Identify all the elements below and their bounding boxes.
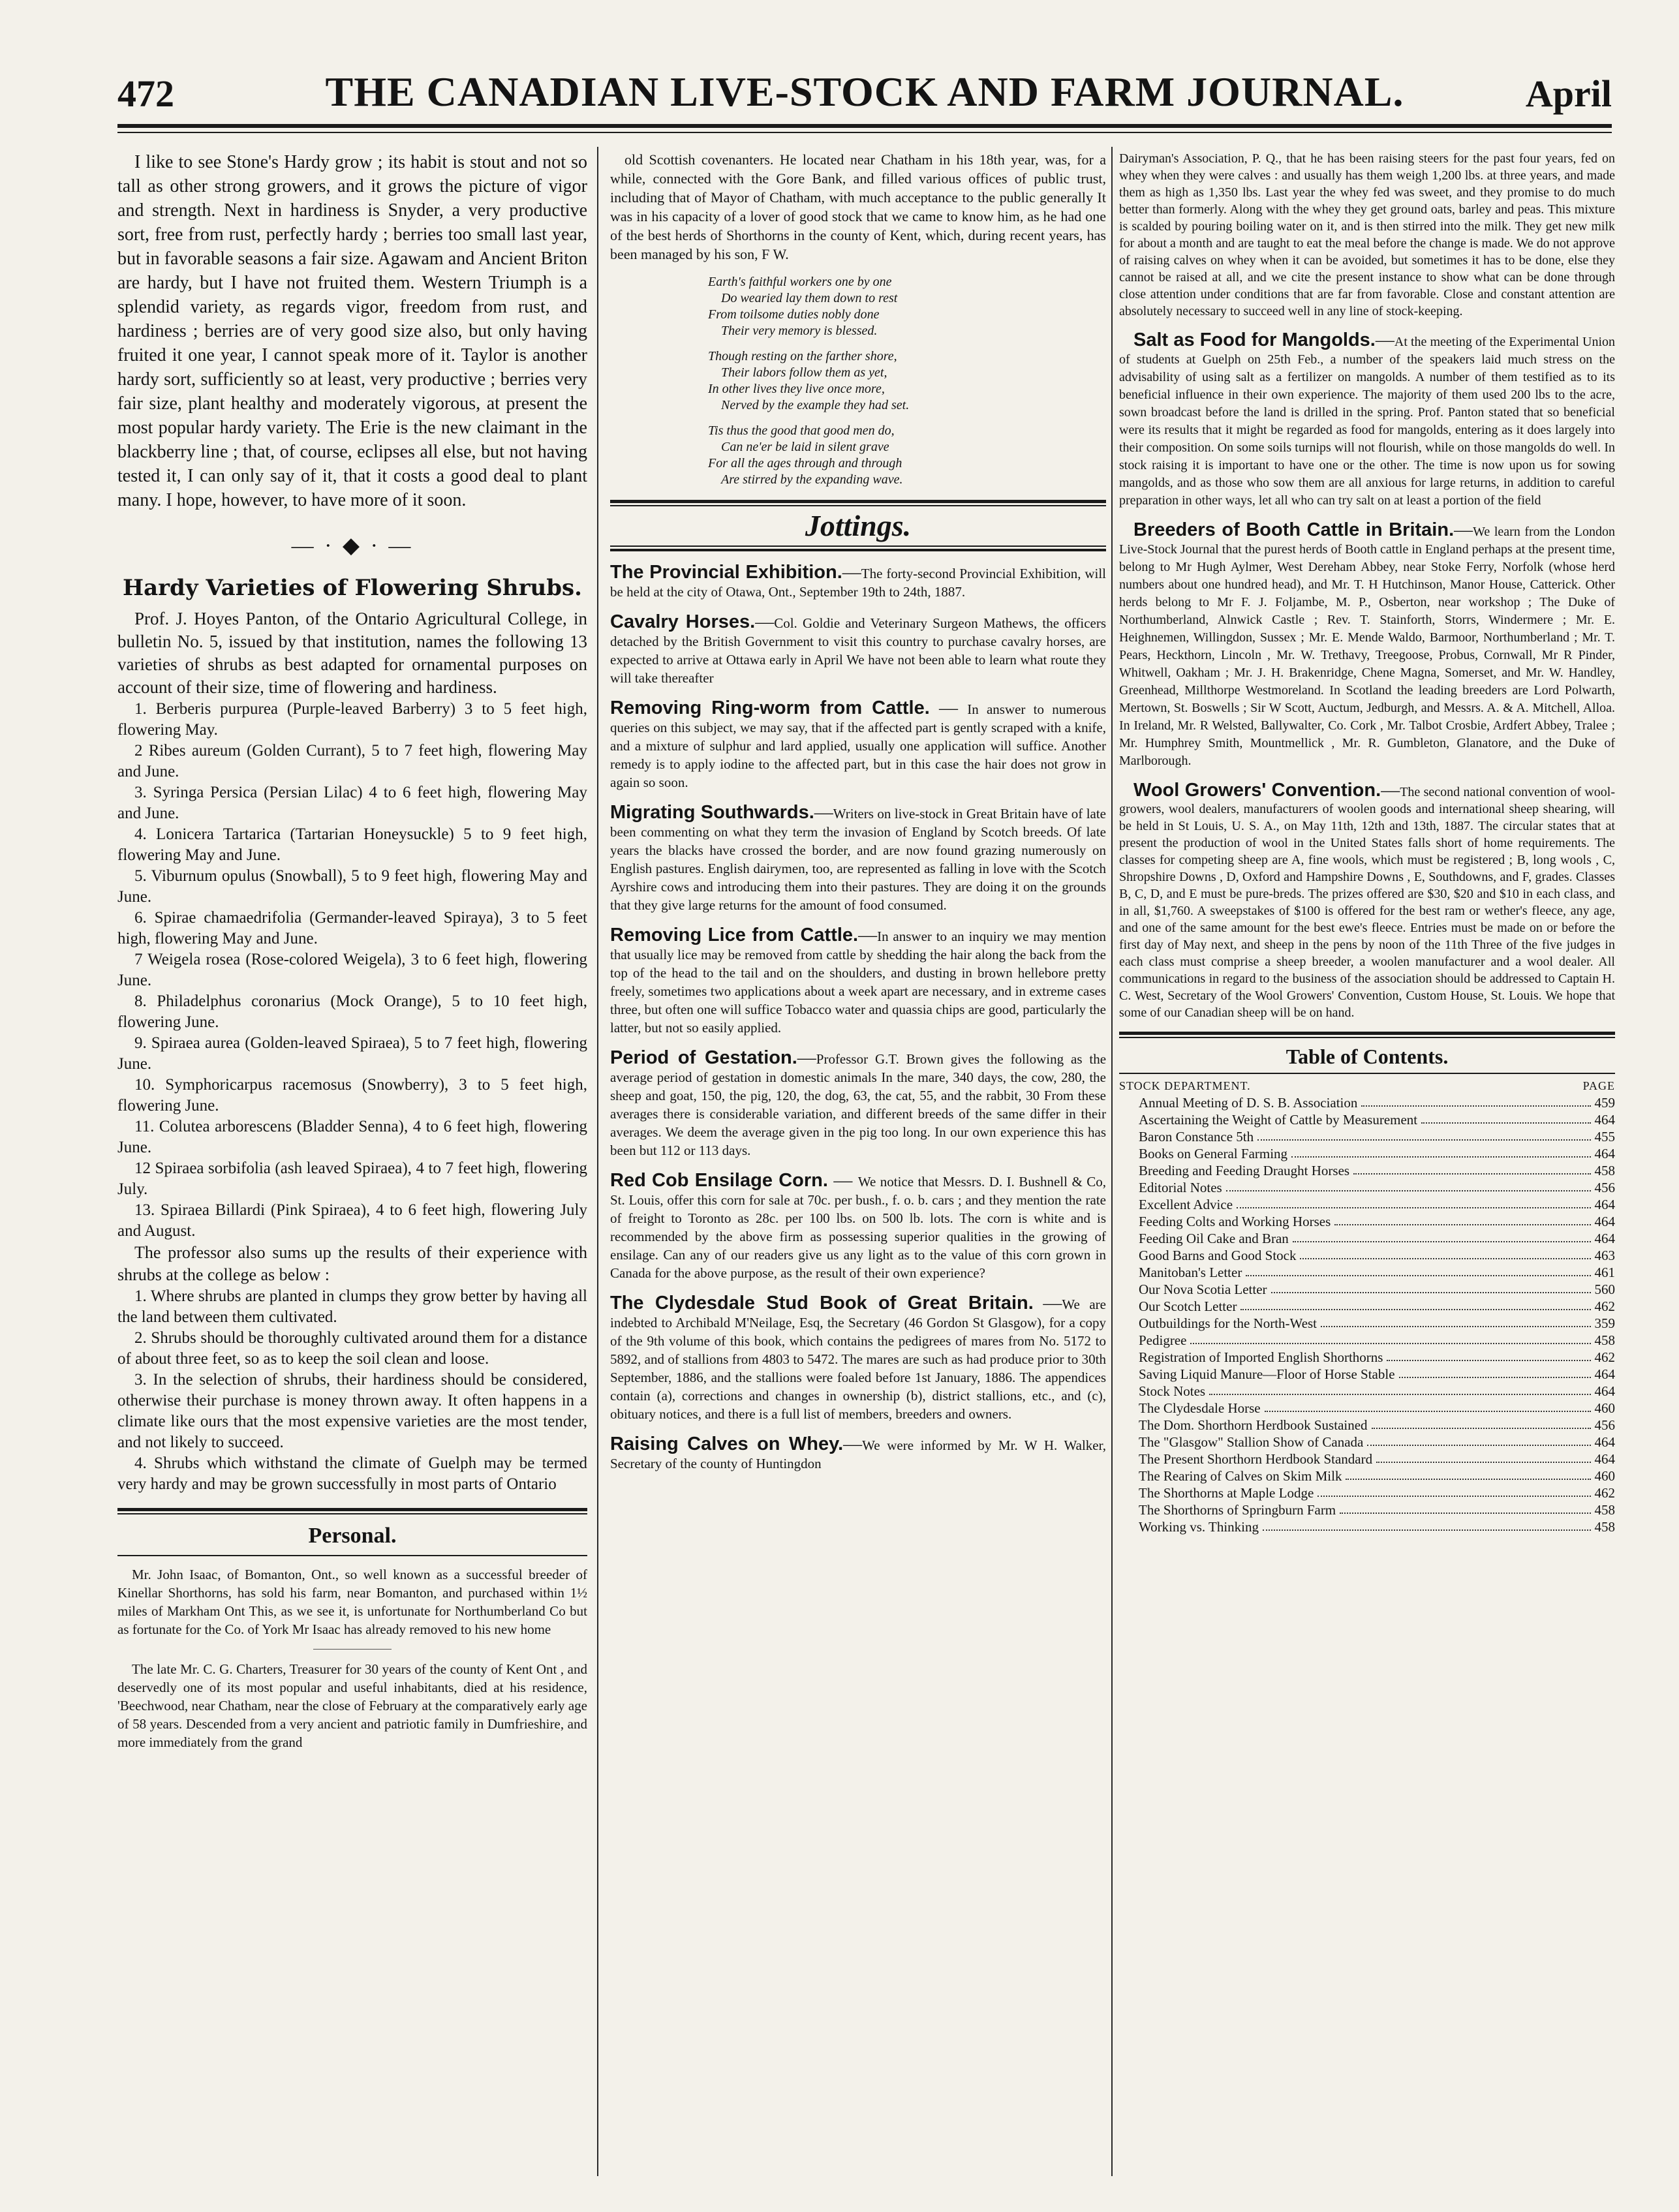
toc-entry-title: Pedigree: [1139, 1332, 1187, 1348]
toc-entry-title: The Shorthorns at Maple Lodge: [1139, 1485, 1314, 1501]
poem-line: Though resting on the farther shore,: [708, 349, 897, 363]
dot-leader: [1372, 1417, 1591, 1429]
jotting-period-of-gestation: Period of Gestation.—Professor G.T. Brown gives the following as the average period of gestation in domestic animals In the mare, 340 days, the cow, 280, the sheep and goat, 150, the pig, 120, the dog, 63, the cat, 55, and the rabbit, 30 From these averages there is considerable variation, and different breeds of the same differ in their averages. We deem the average given in the pig too long. In our own experience this has been but 112 or 113 days.: [610, 1047, 1106, 1158]
list-item: 7 Weigela rosea (Rose-colored Weigela), 3 to 6 feet high, flowering June.: [117, 951, 587, 989]
whey-article-continued: Dairyman's Association, P. Q., that he has been raising steers for the past four years, fed on whey when they were calves : and usually has them weigh 1,200 lbs. at three years, and made them as high as 1,350 lbs. Last year the whey fed was sweet, and they promise to do much better than formerly. Along with the whey they get ground oats, barley and peas. This mixture is scalded by pouring boiling water on it, and is then stirred into the milk. They get new milk for about a month and are taught to eat the meal before the change is made. We do not approve of raising calves on whey when it can be avoided, but sometimes it has to be done, else they cannot be raised at all, and we cite the present instance to show what can be done through close attention under conditions that are far from favorable. Close and constant attention are absolutely necessary to succeed well in any line of stock-keeping.: [1119, 151, 1615, 318]
poem-line: Their labors follow them as yet,: [721, 365, 887, 380]
list-item: 1. Berberis purpurea (Purple-leaved Barberry) 3 to 5 feet high, flowering May.: [117, 700, 587, 739]
toc-entry: [1139, 1230, 1615, 1247]
toc-heading: Table of Contents.: [1119, 1037, 1615, 1073]
toc-entry: [1139, 1094, 1615, 1111]
journal-title: THE CANADIAN LIVE-STOCK AND FARM JOURNAL.: [325, 69, 1404, 115]
column-divider: [597, 147, 598, 2176]
table-of-contents: [1119, 1079, 1615, 1535]
toc-entry: [1139, 1518, 1615, 1535]
toc-entry-page: 464: [1594, 1451, 1615, 1467]
memorial-poem: [708, 274, 1106, 488]
jotting-red-cob-corn: Red Cob Ensilage Corn. — We notice that Messrs. D. I. Bushnell & Co, St. Louis, offer this corn for sale at 70c. per bush., f. o. b. cars ; and they mention the rate of freight to Toronto as 28c. per 100 lbs. on 500 lb. lots. The corn is white and is recommended by the above firm as possessing superior qualities in the growing of ensilage. Can any of our readers give us any light as to the value of this corn grown in Canada for the above purpose, as the result of their own experience?: [610, 1170, 1106, 1281]
toc-entry-page: 464: [1594, 1383, 1615, 1399]
toc-entry-title: Feeding Oil Cake and Bran: [1139, 1231, 1289, 1246]
dot-leader: [1300, 1247, 1590, 1259]
toc-entry-page: 455: [1594, 1129, 1615, 1144]
poem-line: Do wearied lay them down to rest: [721, 291, 898, 305]
toc-entry-page: 464: [1594, 1146, 1615, 1161]
dot-leader: [1399, 1366, 1591, 1378]
divider: [313, 1649, 392, 1650]
dot-leader: [1321, 1315, 1590, 1327]
shrubs-heading: Hardy Varieties of Flowering Shrubs.: [122, 575, 582, 601]
list-item: 6. Spirae chamaedrifolia (Germander-leaved Spiraya), 3 to 5 feet high, flowering May and June.: [117, 909, 587, 947]
toc-entry-page: 460: [1594, 1468, 1615, 1484]
list-item: 4. Shrubs which withstand the climate of Guelph may be termed very hardy and may be grown successfully in most parts of Ontario: [117, 1454, 587, 1493]
list-item: 3. In the selection of shrubs, their hardiness should be considered, otherwise their purchase is money thrown away. It often happens in a climate like ours that the most expensive varieties are the most tender, and not likely to succeed.: [117, 1371, 587, 1451]
list-item: 2. Shrubs should be thoroughly cultivated around them for a distance of about three feet, so as to keep the soil clean and loose.: [117, 1329, 587, 1368]
toc-entry-title: Excellent Advice: [1139, 1197, 1233, 1212]
dot-leader: [1263, 1518, 1590, 1531]
toc-entry: [1139, 1467, 1615, 1484]
jotting-raising-calves-on-whey: Raising Calves on Whey.—We were informed by Mr. W H. Walker, Secretary of the county of Huntingdon: [610, 1434, 1106, 1471]
toc-entry: [1139, 1332, 1615, 1349]
rule: [610, 500, 1106, 506]
obituary-charters: The late Mr. C. G. Charters, Treasurer for 30 years of the county of Kent Ont , and deservedly one of its most popular and useful inhabitants, died at his residence, 'Beechwood, near Chatham, near the close of February at the comparatively early age of 58 years. Descended from a very ancient and patriotic family in Dumfrieshire, and more immediately from the grand: [117, 1661, 587, 1750]
personal-heading-box: [117, 1508, 587, 1556]
toc-entry-title: Saving Liquid Manure—Floor of Horse Stable: [1139, 1366, 1395, 1382]
toc-entry: [1139, 1162, 1615, 1179]
obituary-continued: old Scottish covenanters. He located near Chatham in his 18th year, was, for a while, connected with the Gore Bank, and filled various offices of public trust, including that of Mayor of Chatham, with much acceptance to the public generally It was in his capacity of a lover of good stock that we came to know him, as he had one of the best herds of Shorthorns in the county of Kent, which, during recent years, has been managed by his son, F W.: [610, 151, 1106, 262]
poem-line: Earth's faithful workers one by one: [708, 275, 892, 289]
toc-entry-title: Feeding Colts and Working Horses: [1139, 1214, 1331, 1229]
toc-entry: [1139, 1383, 1615, 1400]
shrubs-list: [117, 699, 587, 1242]
dot-leader: [1240, 1298, 1590, 1310]
list-item: 8. Philadelphus coronarius (Mock Orange), 5 to 10 feet high, flowering June.: [117, 992, 587, 1031]
toc-entry: [1139, 1145, 1615, 1162]
toc-entry-page: 464: [1594, 1197, 1615, 1212]
jotting-cavalry-horses: Cavalry Horses.—Col. Goldie and Veterinary Surgeon Mathews, the officers detached by the British Government to visit this country to purchase cavalry horses, are expected to arrive at Ottawa early in April We have not been able to learn what route they will take thereafter: [610, 611, 1106, 686]
toc-entry-page: 359: [1594, 1315, 1615, 1331]
dot-leader: [1271, 1281, 1591, 1293]
toc-entry-title: The Shorthorns of Springburn Farm: [1139, 1502, 1336, 1518]
dot-leader: [1340, 1501, 1590, 1514]
dot-leader: [1361, 1094, 1590, 1107]
toc-entry-title: Registration of Imported English Shorthorns: [1139, 1349, 1383, 1365]
toc-entry-title: Good Barns and Good Stock: [1139, 1248, 1297, 1263]
rule: [610, 545, 1106, 551]
toc-entry: [1139, 1213, 1615, 1230]
dot-leader: [1190, 1332, 1590, 1344]
poem-line: In other lives they live once more,: [708, 382, 885, 396]
toc-entry-title: The Clydesdale Horse: [1139, 1400, 1261, 1416]
toc-entry-title: Our Nova Scotia Letter: [1139, 1282, 1267, 1297]
toc-entry-page: 458: [1594, 1163, 1615, 1178]
personal-note-isaac: Mr. John Isaac, of Bomanton, Ont., so well known as a successful breeder of Kinellar Shorthorns, has sold his farm, near Bomanton, and purchased within 1½ miles of Markham Ont This, as we see it, is unfortunate for Northumberland Co but as fortunate for the Co. of York Mr Isaac has already removed to his new home: [117, 1567, 587, 1637]
booth-cattle-breeders: Breeders of Booth Cattle in Britain.—We learn from the London Live-Stock Journal that the purest herds of Booth cattle in England perhaps at the present time, belong to Mr Hugh Aylmer, West Dereham Abbey, near Stoke Ferry, Norfolk (whose herd numbers about one hundred head), and Mr. T. H Hutchinson, Manor House, Catterick. Other herds belong to Mr F. J. Foljambe, M. P., Osberton, near workshop ; The Duke of Northumberland, Alnwick Castle ; Rev. T. Stainforth, Storrs, Windermere ; Mr. E. Heighnemen, Willingdon, Sussex ; Mr. E. Mende Waldo, Barmoor, Northumberland ; Mr. T. Pears, Heckthorn, Lincoln , Mr. W. Trethavy, Treegoose, Probus, Cornwall, Mr R Pinder, Whitwell, Oakham ; Mr. J. H. Brakenridge, Chene Magna, Somerset, and Mr. W. Handley, Greenhead, Millthorpe Westmoreland. In Scotland the leading breeders are Lord Polwarth, Mertown, St. Boswells ; Sir W Scott, Auctum, Jedburgh, and Messrs. A. & A. Mitchell, Alloa. In Ireland, Mr. R Welsted, Ballywalter, Co. Cork , Mr. Talbot Crosbie, Ardfert Abbey, Tralee ; Mr. Humphrey Smith, Mountmellick , Mr. R. Gumbleton, Glanatore, and the Duke of Marlborough.: [1119, 519, 1615, 768]
toc-entry-title: Outbuildings for the North-West: [1139, 1315, 1317, 1331]
list-item: 9. Spiraea aurea (Golden-leaved Spiraea), 5 to 7 feet high, flowering June.: [117, 1034, 587, 1073]
dot-leader: [1209, 1383, 1590, 1395]
jotting-migrating-southwards: Migrating Southwards.—Writers on live-stock in Great Britain have of late been commenting on what they term the invasion of England by Scotch breeds. Of late years the blacks have crossed the border, and are now found grazing numerously on English pastures. English dairymen, too, are represented as falling in love with the Scotch Ayrshire cows and introducing them into their pastures. They are doing it on the grounds that they give large returns for the amount of food consumed.: [610, 802, 1106, 913]
toc-entry: [1139, 1264, 1615, 1281]
poem-line: Nerved by the example they had set.: [721, 398, 910, 412]
page-number: 472: [117, 72, 174, 115]
toc-entry-title: Books on General Farming: [1139, 1146, 1288, 1161]
poem-line: Are stirred by the expanding wave.: [721, 472, 903, 487]
poem-line: For all the ages through and through: [708, 456, 902, 470]
toc-entry-title: Stock Notes: [1139, 1383, 1206, 1399]
wool-growers-convention: Wool Growers' Convention.—The second national convention of wool-growers, wool dealers, manufacturers of woolen goods and international sheep shearing, will be held in St Louis, U. S. A., on May 11th, 12th and 13th, 1887. The circular states that at present the production of wool in the United States falls short of home requirements. The classes for competing sheep are A, fine wools, which must be registered ; B, long wools , C, Shropshire Downs , D, Oxford and Hampshire Downs , E, Southdowns, and F, grades. Classes B, C, D, and E must be pure-breds. The prizes offered are $30, $20 and $10 in each class, and in all, $1,760. A sweepstakes of $100 is offered for the best ram or wether's fleece, any age, and one of the same amount for the best ewe's fleece. Entries must be made on or before the first day of May next, and sheep in the pens by noon of the 11th Three of the five judges in each class must comprise a sheep breeder, a woolen manufacturer and a wool dealer. All communications in regard to the business of the association should be addressed to Captain H. C. West, Secretary of the Wool Growers' Convention, Custom House, St. Louis. We hope that some of our Canadian sheep will be on hand.: [1119, 780, 1615, 1020]
dot-leader: [1346, 1467, 1590, 1480]
list-item: 12 Spiraea sorbifolia (ash leaved Spiraea), 4 to 7 feet high, flowering July.: [117, 1160, 587, 1198]
list-item: 11. Colutea arborescens (Bladder Senna), 4 to 6 feet high, flowering June.: [117, 1118, 587, 1156]
list-item: 1. Where shrubs are planted in clumps they grow better by having all the land between them cultivated.: [117, 1287, 587, 1326]
toc-entry: [1139, 1128, 1615, 1145]
toc-entry-page: 464: [1594, 1231, 1615, 1246]
dot-leader: [1291, 1145, 1590, 1158]
toc-entry-title: The "Glasgow" Stallion Show of Canada: [1139, 1434, 1364, 1450]
toc-entry-page: 560: [1594, 1282, 1615, 1297]
jottings-heading: Jottings.: [805, 509, 912, 542]
jotting-clydesdale-stud-book: The Clydesdale Stud Book of Great Britain. —We are indebted to Archibald M'Neilage, Esq, the Secretary (46 Gordon St Glasgow), for a copy of the 9th volume of this book, which contains the pedigrees of mares from No. 5172 to 5892, and of stallions from 4803 to 5472. The mares are such as had produce prior to 30th September, 1886, and the stallions were foaled before 1st January, 1886. The appendices contain (a), corrections and changes in ownership (b), district stallions, etc., and (c), obituary notices, and there is a full list of members, breeders and owners.: [610, 1293, 1106, 1422]
poem-line: Tis thus the good that good men do,: [708, 423, 895, 438]
toc-entry-page: 462: [1594, 1298, 1615, 1314]
dot-leader: [1421, 1111, 1590, 1124]
jotting-removing-lice: Removing Lice from Cattle.—In answer to an inquiry we may mention that usually lice may be removed from cattle by shedding the hair along the back from the top of the head to the tail and on the shoulders, and dusting in brown hellebore pretty freely, sometimes two applications about a week apart are necessary, and in extreme cases three, but often one will suffice Tobacco water and quassia chips are good, particularly the latter, but not so easily applied.: [610, 925, 1106, 1036]
toc-entry: [1139, 1315, 1615, 1332]
list-item: 4. Lonicera Tartarica (Tartarian Honeysuckle) 5 to 9 feet high, flowering May and June.: [117, 825, 587, 864]
toc-entry-page: 462: [1594, 1485, 1615, 1501]
poem-line: Their very memory is blessed.: [721, 324, 878, 338]
dot-leader: [1353, 1162, 1590, 1175]
toc-entry-page: 464: [1594, 1434, 1615, 1450]
toc-entry: [1139, 1400, 1615, 1417]
toc-entry-title: Working vs. Thinking: [1139, 1519, 1259, 1535]
poem-line: Can ne'er be laid in silent grave: [721, 440, 889, 454]
toc-entry-page: 464: [1594, 1366, 1615, 1382]
toc-entry-title: Baron Constance 5th: [1139, 1129, 1254, 1144]
toc-entry-page: 459: [1594, 1095, 1615, 1111]
toc-entry: [1139, 1417, 1615, 1434]
toc-section-label: STOCK DEPARTMENT.: [1119, 1079, 1251, 1092]
shrubs-intro: Prof. J. Hoyes Panton, of the Ontario Agricultural College, in bulletin No. 5, issued by that institution, names the following 13 varieties of shrubs as best adapted for ornamental purposes on account of their size, time of flowering and hardiness.: [117, 609, 587, 697]
dot-leader: [1367, 1434, 1590, 1446]
dot-leader: [1387, 1349, 1590, 1361]
dot-leader: [1334, 1213, 1590, 1225]
toc-entry-page: 458: [1594, 1519, 1615, 1535]
list-item: 10. Symphoricarpus racemosus (Snowberry), 3 to 5 feet high, flowering June.: [117, 1076, 587, 1114]
jotting-provincial-exhibition: The Provincial Exhibition.—The forty-second Provincial Exhibition, will be held at the city of Otawa, Ont., September 19th to 24th, 1887.: [610, 562, 1106, 600]
header-rule-thin: [117, 132, 1612, 133]
toc-entry-title: Manitoban's Letter: [1139, 1265, 1242, 1280]
toc-entry-page: 464: [1594, 1112, 1615, 1128]
toc-entry-page: 458: [1594, 1332, 1615, 1348]
dot-leader: [1226, 1179, 1591, 1191]
toc-entry: [1139, 1111, 1615, 1128]
dot-leader: [1257, 1128, 1590, 1141]
header-rule-thick: [117, 124, 1612, 128]
toc-entry: [1139, 1281, 1615, 1298]
column-3: [1119, 150, 1615, 2166]
toc-entry-page: 461: [1594, 1265, 1615, 1280]
dot-leader: [1265, 1400, 1591, 1412]
column-1: [117, 150, 587, 2166]
toc-entry-page: 462: [1594, 1349, 1615, 1365]
toc-entry-page: 456: [1594, 1417, 1615, 1433]
toc-entry-title: Ascertaining the Weight of Cattle by Measurement: [1139, 1112, 1418, 1128]
salt-for-mangolds: Salt as Food for Mangolds.—At the meeting of the Experimental Union of students at Guelph on 25th Feb., a number of the speakers laid much stress on the advisability of using salt as a fertilizer on mangolds. A number of them testified as to its beneficial influence in their own experience. The majority of them used 200 lbs to the acre, sown broadcast before the land is drilled in the spring. Prof. Panton stated that so beneficial were its results that it might be regarded as food for mangolds, entering as it does largely into their composition. On some soils turnips will not flourish, while on those mangolds do well. In stock raising it is important to have one or the other. The time is now upon us for sowing mangolds, and as those who sow them are all anxious for large returns, in addition to careful preparation in other ways, let all who can try salt on at least a portion of the field: [1119, 330, 1615, 508]
toc-entries: [1119, 1094, 1615, 1535]
dot-leader: [1237, 1196, 1590, 1208]
results-list: [117, 1286, 587, 1495]
toc-entry: [1139, 1298, 1615, 1315]
column-divider: [1111, 147, 1113, 2176]
jotting-ring-worm: Removing Ring-worm from Cattle. — In answer to numerous queries on this subject, we may say, that if the affected part is gently scraped with a knife, and a mixture of sulphur and lard applied, usually one application will suffice. Another remedy is to apply iodine to the affected part, but in this case the hair does not grow in again so soon.: [610, 698, 1106, 790]
dot-leader: [1376, 1451, 1590, 1463]
toc-entry: [1139, 1451, 1615, 1467]
results-intro: The professor also sums up the results of their experience with shrubs at the college as below :: [117, 1243, 587, 1284]
toc-heading-box: [1119, 1032, 1615, 1074]
toc-entry-page: 460: [1594, 1400, 1615, 1416]
toc-entry-page: 456: [1594, 1180, 1615, 1195]
toc-entry-title: Editorial Notes: [1139, 1180, 1222, 1195]
list-item: 5. Viburnum opulus (Snowball), 5 to 9 feet high, flowering May and June.: [117, 867, 587, 906]
toc-entry: [1139, 1434, 1615, 1451]
toc-entry: [1139, 1196, 1615, 1213]
toc-entry: [1139, 1247, 1615, 1264]
toc-entry: [1139, 1501, 1615, 1518]
toc-entry: [1139, 1349, 1615, 1366]
section-ornament: — · ◆ · —: [291, 534, 414, 558]
dot-leader: [1246, 1264, 1590, 1276]
list-item: 2 Ribes aureum (Golden Currant), 5 to 7 feet high, flowering May and June.: [117, 742, 587, 780]
toc-entry: [1139, 1366, 1615, 1383]
toc-entry-title: The Dom. Shorthorn Herdbook Sustained: [1139, 1417, 1368, 1433]
toc-entry-page: 464: [1594, 1214, 1615, 1229]
toc-entry: [1139, 1179, 1615, 1196]
dot-leader: [1293, 1230, 1591, 1242]
blackberry-article-text: I like to see Stone's Hardy grow ; its habit is stout and not so tall as other strong growers, and it grows the picture of vigor and strength. Next in hardiness is Snyder, a very productive sort, free from rust, perfectly hardy ; berries too small last year, but in favorable seasons a fair size. Agawam and Ancient Briton are hardy, but I have not fruited them. Western Triumph is a splendid variety, as regards vigor, freedom from rust, and hardiness ; berries are of very good size also, but only having fruited it one year, I cannot speak more of it. Taylor is another hardy sort, sufficiently so at least, very productive ; berries very fair size, plant healthy and moderately vigorous, at present the most popular hardy variety. The Erie is the new claimant in the blackberry line ; that, of course, eclipses all else, but not having tested it, I can only say of it, that it costs a good deal to plant many. I hope, however, to have more of it soon.: [117, 152, 587, 510]
toc-entry-page: 463: [1594, 1248, 1615, 1263]
toc-entry-title: Breeding and Feeding Draught Horses: [1139, 1163, 1350, 1178]
toc-entry-title: Our Scotch Letter: [1139, 1298, 1237, 1314]
personal-heading: Personal.: [117, 1513, 587, 1555]
list-item: 13. Spiraea Billardi (Pink Spiraea), 4 to 6 feet high, flowering July and August.: [117, 1201, 587, 1240]
toc-page-label: PAGE: [1582, 1079, 1615, 1092]
list-item: 3. Syringa Persica (Persian Lilac) 4 to 6 feet high, flowering May and June.: [117, 784, 587, 822]
dot-leader: [1317, 1484, 1590, 1497]
toc-entry-title: Annual Meeting of D. S. B. Association: [1139, 1095, 1358, 1111]
toc-entry-title: The Rearing of Calves on Skim Milk: [1139, 1468, 1342, 1484]
column-2: [610, 150, 1106, 2166]
toc-entry-page: 458: [1594, 1502, 1615, 1518]
issue-month: April: [1525, 72, 1612, 115]
poem-line: From toilsome duties nobly done: [708, 307, 880, 322]
toc-entry: [1139, 1484, 1615, 1501]
masthead: [117, 65, 1612, 124]
toc-entry-title: The Present Shorthorn Herdbook Standard: [1139, 1451, 1373, 1467]
